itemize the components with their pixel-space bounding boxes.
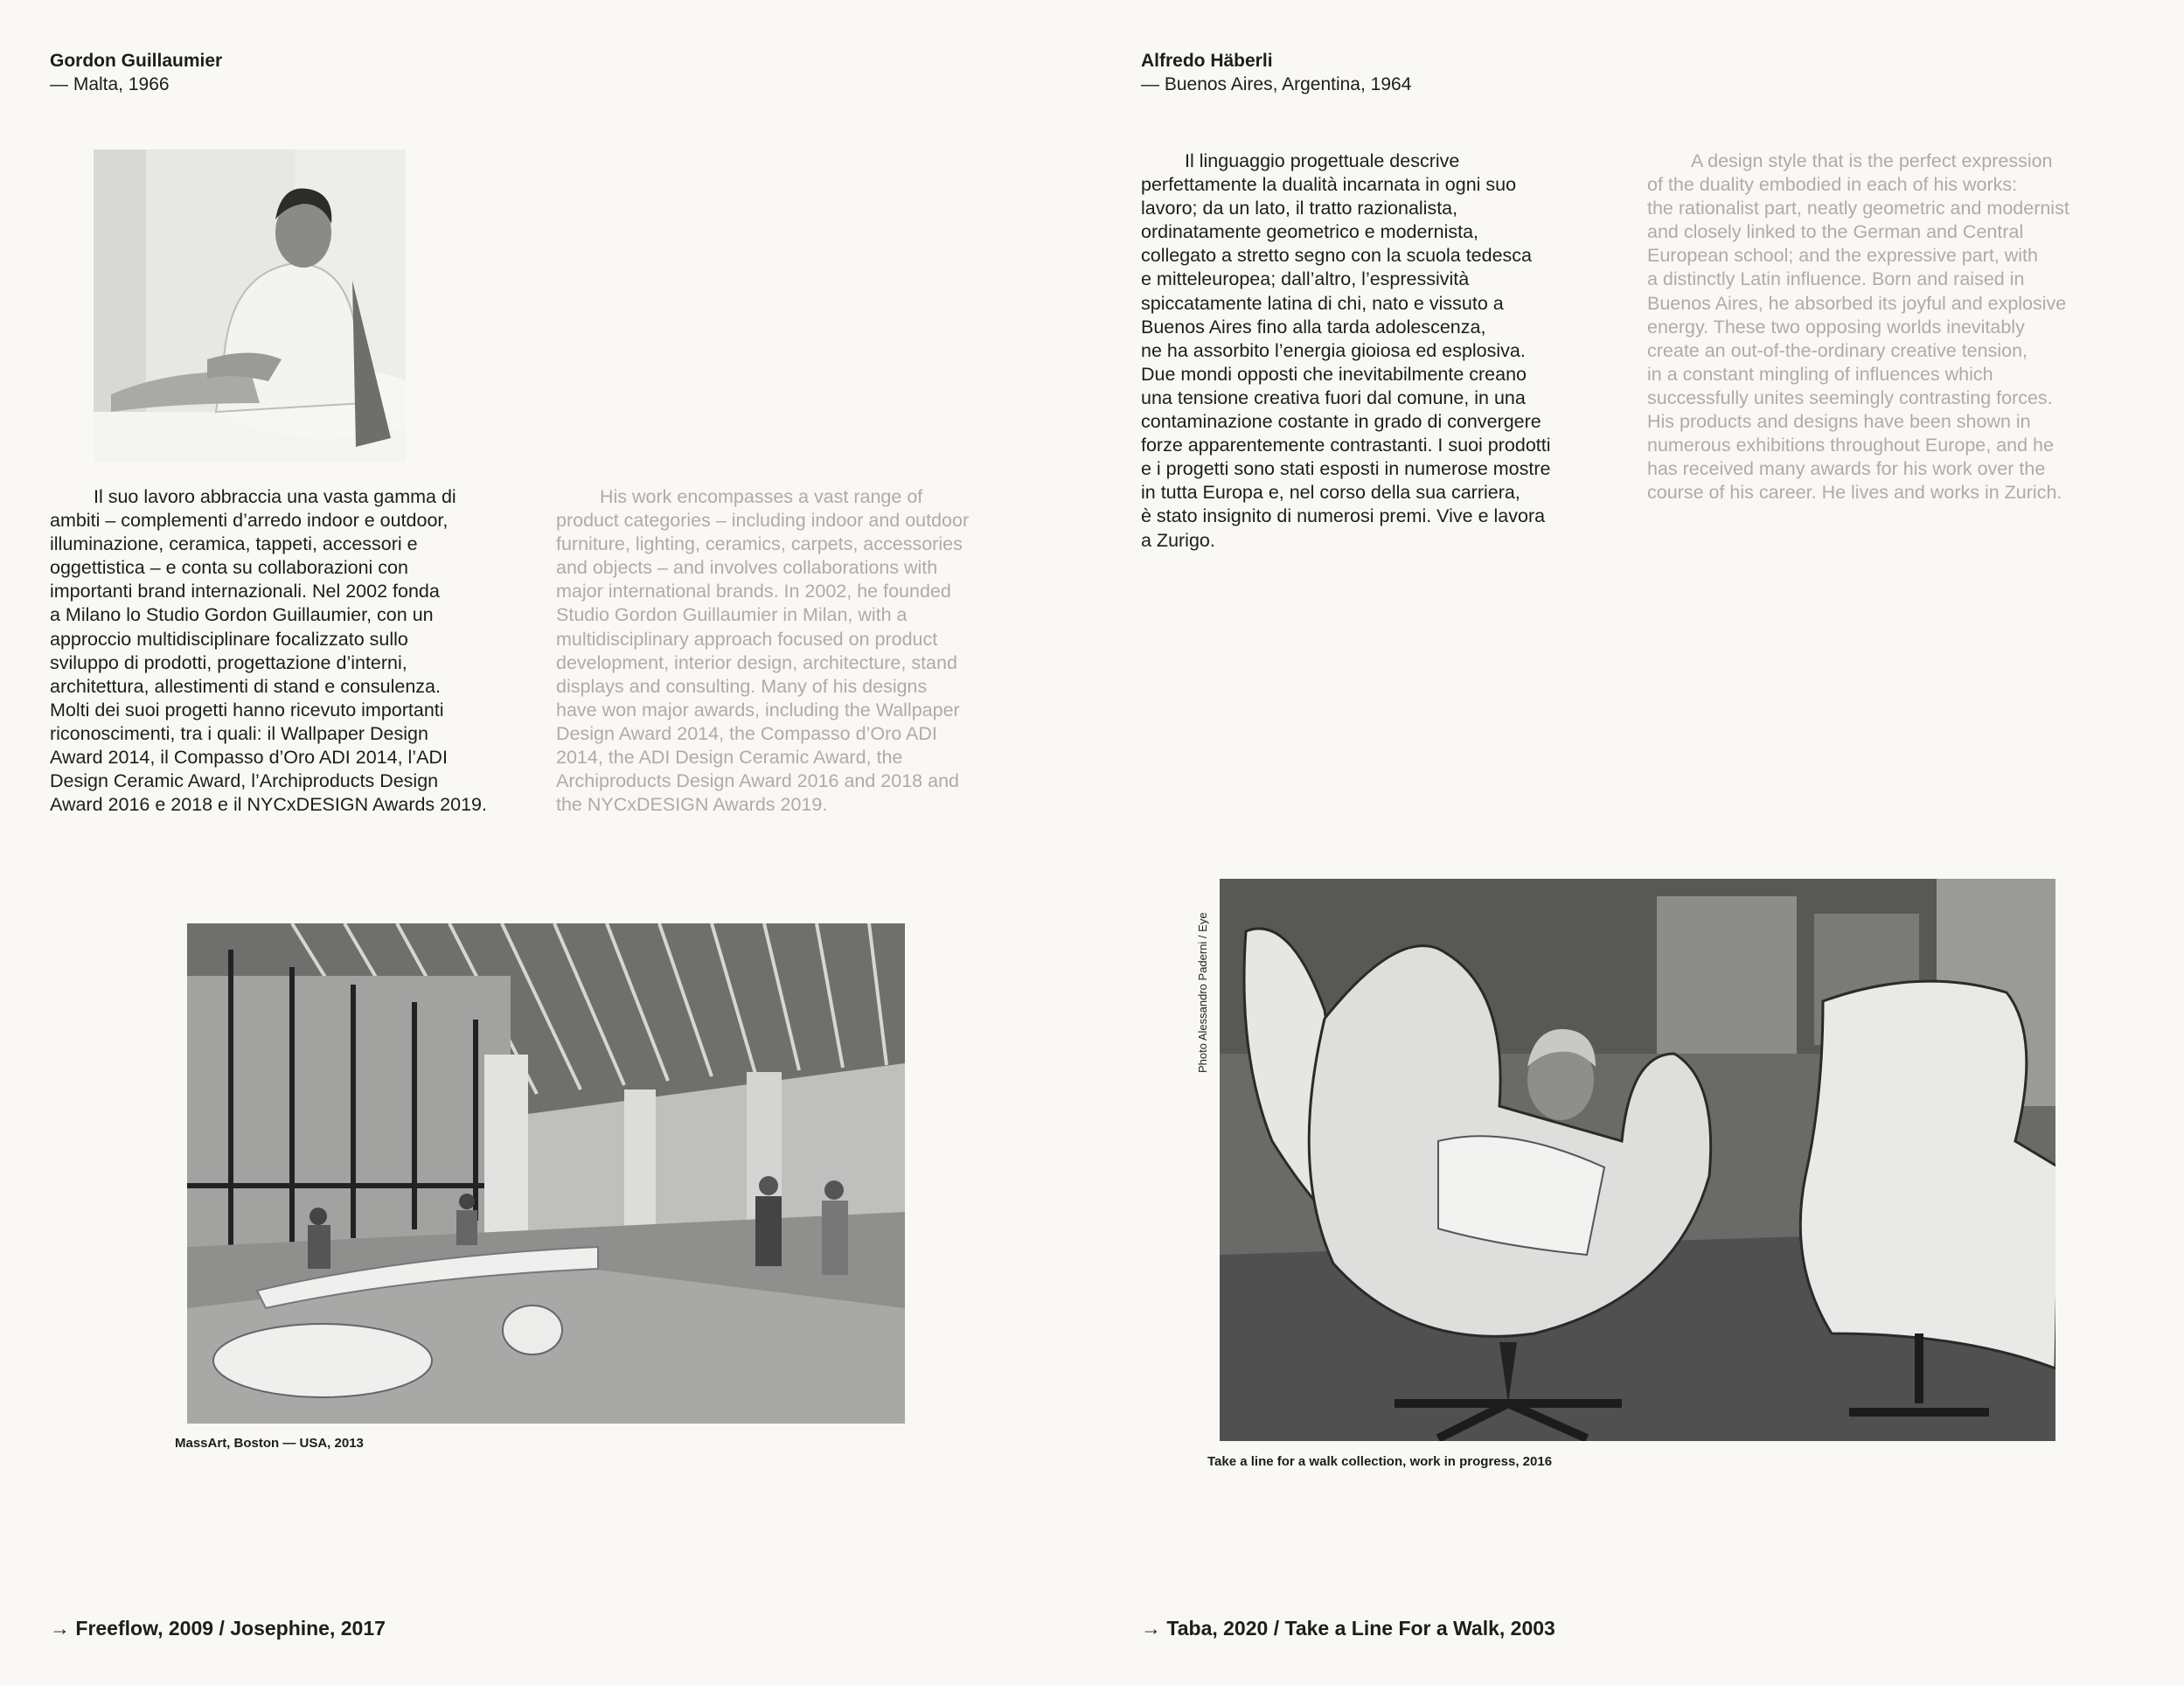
photo-caption-left: MassArt, Boston — USA, 2013 (175, 1436, 364, 1451)
footer-products-right[interactable]: → Taba, 2020 / Take a Line For a Walk, 2003 (1141, 1617, 1555, 1640)
photo-caption-right: Take a line for a walk collection, work in progress, 2016 (1207, 1454, 1553, 1469)
designer-origin-left: — Malta, 1966 (50, 74, 170, 94)
designer-origin-right: — Buenos Aires, Argentina, 1964 (1141, 74, 1412, 94)
photo-credit: Photo Alessandro Paderni / Eye (1196, 912, 1209, 1073)
bio-english-left: His work encompasses a vast range of product categories – including indoor and outdoor furniture, lighting, ceramics, carpets, accessories and objects – and involves collaborations with major international brands. In 2002, he founded Studio Gordon Guillaumier in Milan, with a multidisciplinary approach focused on product development, interior design, architecture, stand displays and consulting. Many of his designs have won major awards, including the Wallpaper Design Award 2014, the Compasso d’Oro ADI 2014, the ADI Design Ceramic Award, the Archiproducts Design Award 2016 and 2018 and the NYCxDESIGN Awards 2019. (556, 486, 970, 816)
bio-english-right: A design style that is the perfect expression of the duality embodied in each of his works: the rationalist part, neatly geometric and modernist and closely linked to the German and Central European school; and the expressive part, with a distinctly Latin influence. Born and raised in Buenos Aires, he absorbed its joyful and explosive energy. These two opposing worlds inevitably create an out-of-the-ordinary creative tension, in a constant mingling of influences which successfully unites seemingly contrasting forces. His products and designs have been shown in numerous exhibitions throughout Europe, and he has received many awards for his work over the course of his career. He lives and works in Zurich. (1647, 150, 2069, 504)
bio-italian-left: Il suo lavoro abbraccia una vasta gamma di ambiti – complementi d’arredo indoor e outdoor, illuminazione, ceramica, tappeti, accessori e oggettistica – e conta su collaborazioni con importanti brand internazionali. Nel 2002 fonda a Milano lo Studio Gordon Guillaumier, con un approccio multidisciplinare focalizzato sullo sviluppo di prodotti, progettazione d’interni, architettura, allestimenti di stand e consulenza. Molti dei suoi progetti hanno ricevuto importanti riconoscimenti, tra i quali: il Wallpaper Design Award 2014, il Compasso d’Oro ADI 2014, l’ADI Design Ceramic Award, l’Archiproducts Design Award 2016 e 2018 e il NYCxDESIGN Awards 2019. (50, 486, 487, 816)
portrait-photo-guillaumier (94, 150, 406, 462)
massart-interior-photo (187, 923, 905, 1424)
designer-name-right: Alfredo Häberli (1141, 51, 1273, 71)
workshop-chairs-photo (1220, 879, 2055, 1441)
designer-name-left: Gordon Guillaumier (50, 51, 223, 71)
footer-products-left[interactable]: → Freeflow, 2009 / Josephine, 2017 (50, 1617, 386, 1640)
bio-italian-right: Il linguaggio progettuale descrive perfettamente la dualità incarnata in ogni suo lavoro; da un lato, il tratto razionalista, ordinatamente geometrico e modernista, collegato a stretto segno con la scuola tedesca e mitteleuropea; dall’altro, l’espressività spiccatamente latina di chi, nato e vissuto a Buenos Aires fino alla tarda adolescenza, ne ha assorbito l’energia gioiosa ed esplosiva. Due mondi opposti che inevitabilmente creano una tensione creativa fuori dal comune, in una contaminazione costante in grado di convergere forze apparentemente contrastanti. I suoi prodotti e i progetti sono stati esposti in numerose mostre in tutta Europa e, nel corso della sua carriera, è stato insignito di numerosi premi. Vive e lavora a Zurigo. (1141, 150, 1551, 551)
